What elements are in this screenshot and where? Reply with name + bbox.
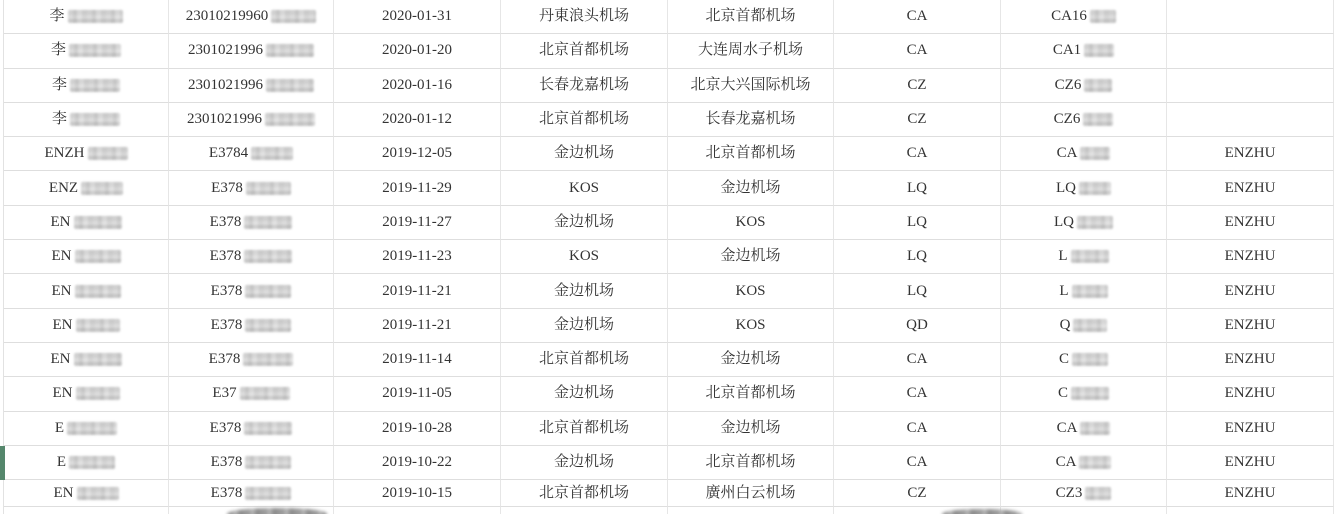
cell-text: ENZHU [1224, 316, 1276, 333]
cell-text: 李 [51, 76, 67, 93]
redacted-blur [244, 250, 292, 263]
cell-flight-date[interactable] [334, 377, 501, 411]
cell-text: 李 [50, 42, 66, 59]
cell-text: 北京首都机场 [705, 454, 796, 470]
redacted-blur [68, 10, 123, 23]
cell-text: 2020-01-31 [382, 8, 452, 25]
cell-text: 2020-01-16 [382, 76, 452, 93]
redacted-blur [88, 147, 128, 160]
cell-text: KOS [735, 282, 766, 299]
cell-passenger-name[interactable] [4, 34, 169, 68]
cell-flight-date[interactable] [334, 69, 501, 103]
cell-text: 北京大兴国际机场 [690, 76, 811, 93]
cell-text: CA [906, 145, 928, 162]
cell-text: CA16 [1051, 8, 1087, 25]
cell-passenger-tag[interactable] [1167, 69, 1334, 103]
cell-passenger-name[interactable] [4, 171, 169, 205]
cell-text: 北京首都机场 [705, 145, 796, 162]
cell-id-number[interactable] [169, 480, 334, 507]
cell-text: ENZHU [1224, 484, 1276, 501]
cell-airline-code[interactable] [834, 480, 1001, 507]
cell-text: 金边机场 [553, 316, 614, 333]
cell-id-number[interactable] [169, 103, 334, 137]
redacted-blur [1071, 250, 1109, 263]
cell-flight-number[interactable] [1001, 343, 1167, 377]
cell-flight-date[interactable] [334, 446, 501, 480]
cell-arrival-airport[interactable] [668, 0, 834, 34]
cell-text: E378 [209, 213, 242, 230]
cell-id-number[interactable] [169, 171, 334, 205]
cell-text: ENZHU [1224, 385, 1276, 402]
cell-text: 2301021996 [187, 111, 262, 128]
cell-arrival-airport[interactable] [668, 412, 834, 446]
cell-flight-date[interactable] [334, 240, 501, 274]
cell-arrival-airport[interactable] [668, 103, 834, 137]
cell-arrival-airport[interactable] [668, 446, 834, 480]
cell-flight-date[interactable] [334, 309, 501, 343]
cell-arrival-airport[interactable] [668, 343, 834, 377]
cell-passenger-tag[interactable] [1167, 377, 1334, 411]
redacted-blur [227, 508, 327, 514]
cell-text: QD [906, 316, 928, 333]
cell-airline-code[interactable] [834, 171, 1001, 205]
cell-departure-airport[interactable] [501, 34, 668, 68]
cell-text: 北京首都机场 [538, 111, 629, 128]
cell-text: Q [1059, 316, 1071, 333]
redacted-blur [266, 79, 314, 92]
cell-text: ENZHU [1224, 213, 1276, 230]
cell-airline-code[interactable] [834, 137, 1001, 171]
cell-departure-airport[interactable] [501, 274, 668, 308]
cell-text: CA [906, 454, 928, 470]
redacted-blur [75, 285, 121, 298]
cell-text: 大连周水子机场 [697, 42, 803, 59]
redacted-blur [77, 487, 119, 500]
cell-id-number[interactable] [169, 274, 334, 308]
cell-passenger-tag[interactable] [1167, 446, 1334, 480]
cell-text: E378 [210, 484, 243, 501]
redacted-blur [1073, 319, 1107, 332]
redacted-blur [245, 285, 291, 298]
cell-flight-date[interactable] [334, 103, 501, 137]
cell-text: 北京首都机场 [538, 484, 629, 501]
cell-text: 23010219960 [185, 8, 269, 25]
redacted-blur [70, 113, 120, 126]
cell-passenger-tag[interactable] [1167, 103, 1334, 137]
cell-id-number[interactable] [169, 240, 334, 274]
cell-text: 丹東浪头机场 [538, 8, 629, 25]
cell-text: 北京首都机场 [705, 8, 796, 25]
cell-text: CA [906, 351, 928, 368]
cell-text: 2019-11-29 [382, 179, 452, 196]
cell-passenger-tag[interactable] [1167, 206, 1334, 240]
cell-passenger-name[interactable] [4, 343, 169, 377]
cell-departure-airport[interactable] [501, 137, 668, 171]
cell-passenger-name[interactable] [4, 377, 169, 411]
cell-text: 北京首都机场 [538, 351, 629, 368]
cell-text: E378 [209, 248, 242, 265]
cell-flight-number[interactable] [1001, 274, 1167, 308]
cell-text: E378 [209, 419, 242, 436]
cell-id-number[interactable] [169, 377, 334, 411]
cell-text: E [54, 419, 65, 436]
cell-airline-code[interactable] [834, 240, 1001, 274]
cell-flight-date[interactable] [334, 34, 501, 68]
cell-passenger-tag[interactable] [1167, 343, 1334, 377]
cell-arrival-airport[interactable] [668, 309, 834, 343]
cell-departure-airport[interactable] [501, 206, 668, 240]
partial-next-row-cell[interactable] [668, 507, 834, 514]
partial-next-row-cell[interactable] [334, 507, 501, 514]
cell-passenger-tag[interactable] [1167, 240, 1334, 274]
cell-flight-number[interactable] [1001, 34, 1167, 68]
cell-departure-airport[interactable] [501, 446, 668, 480]
redacted-blur [251, 147, 293, 160]
cell-text: 2301021996 [188, 42, 263, 59]
cell-passenger-tag[interactable] [1167, 412, 1334, 446]
redacted-blur [266, 44, 314, 57]
cell-text: 长春龙嘉机场 [538, 76, 629, 93]
cell-flight-date[interactable] [334, 0, 501, 34]
cell-text: CA [906, 42, 928, 59]
cell-text: E [56, 454, 67, 470]
cell-text: ENZHU [1224, 282, 1276, 299]
redacted-blur [75, 250, 121, 263]
cell-flight-date[interactable] [334, 343, 501, 377]
partial-next-row-cell[interactable] [1001, 507, 1167, 514]
cell-flight-number[interactable] [1001, 446, 1167, 480]
cell-text: 2301021996 [188, 76, 263, 93]
cell-text: 李 [51, 111, 67, 128]
redacted-blur [271, 10, 316, 23]
cell-text: E378 [210, 316, 243, 333]
redacted-blur [1085, 487, 1111, 500]
cell-text: E37 [212, 385, 237, 402]
cell-id-number[interactable] [169, 69, 334, 103]
cell-text: CZ6 [1054, 76, 1082, 93]
cell-departure-airport[interactable] [501, 343, 668, 377]
cell-text: CZ [907, 111, 927, 128]
cell-text: LQ [1054, 213, 1074, 230]
redacted-blur [245, 319, 291, 332]
cell-passenger-tag[interactable] [1167, 137, 1334, 171]
cell-airline-code[interactable] [834, 206, 1001, 240]
cell-text: 2019-11-23 [382, 248, 452, 265]
cell-departure-airport[interactable] [501, 240, 668, 274]
cell-text: L [1058, 248, 1068, 265]
cell-arrival-airport[interactable] [668, 206, 834, 240]
cell-flight-number[interactable] [1001, 480, 1167, 507]
cell-departure-airport[interactable] [501, 480, 668, 507]
cell-text: ENZ [48, 179, 79, 196]
cell-id-number[interactable] [169, 343, 334, 377]
cell-text: CA [906, 8, 928, 25]
redacted-blur [1084, 79, 1112, 92]
redacted-blur [1072, 353, 1108, 366]
cell-text: 2019-11-05 [382, 385, 452, 402]
cell-arrival-airport[interactable] [668, 69, 834, 103]
cell-arrival-airport[interactable] [668, 171, 834, 205]
cell-id-number[interactable] [169, 34, 334, 68]
cell-airline-code[interactable] [834, 0, 1001, 34]
cell-text: LQ [907, 248, 927, 265]
cell-text: 北京首都机场 [538, 419, 629, 436]
cell-text: ENZHU [1224, 351, 1276, 368]
cell-text: 廣州白云机场 [705, 484, 796, 501]
cell-text: 金边机场 [720, 351, 781, 368]
flight-table-body [3, 0, 1333, 514]
cell-text: 2019-10-28 [382, 419, 452, 436]
cell-text: 金边机场 [553, 454, 614, 470]
cell-text: L [1059, 282, 1069, 299]
cell-airline-code[interactable] [834, 446, 1001, 480]
redacted-blur [1077, 216, 1113, 229]
cell-arrival-airport[interactable] [668, 480, 834, 507]
cell-text: 2019-11-14 [382, 351, 452, 368]
cell-passenger-name[interactable] [4, 69, 169, 103]
cell-id-number[interactable] [169, 412, 334, 446]
cell-text: 北京首都机场 [538, 42, 629, 59]
cell-passenger-tag[interactable] [1167, 274, 1334, 308]
cell-text: ENZHU [1224, 248, 1276, 265]
cell-text: 金边机场 [553, 385, 614, 402]
cell-airline-code[interactable] [834, 377, 1001, 411]
cell-text: ENZHU [1224, 454, 1276, 470]
cell-text: E378 [210, 454, 243, 470]
cell-text: 2019-12-05 [382, 145, 452, 162]
cell-text: 北京首都机场 [705, 385, 796, 402]
cell-text: LQ [907, 179, 927, 196]
cell-text: 2019-11-21 [382, 282, 452, 299]
cell-airline-code[interactable] [834, 69, 1001, 103]
cell-text: CA1 [1052, 42, 1082, 59]
cell-passenger-tag[interactable] [1167, 309, 1334, 343]
cell-flight-number[interactable] [1001, 309, 1167, 343]
cell-text: 2019-11-21 [382, 316, 452, 333]
cell-passenger-name[interactable] [4, 240, 169, 274]
cell-text: 金边机场 [553, 145, 614, 162]
cell-text: ENZHU [1224, 145, 1276, 162]
cell-passenger-name[interactable] [4, 206, 169, 240]
cell-text: KOS [735, 213, 766, 230]
cell-text: CA [1055, 454, 1077, 470]
redacted-blur [76, 319, 120, 332]
cell-departure-airport[interactable] [501, 171, 668, 205]
redacted-blur [240, 387, 290, 400]
cell-arrival-airport[interactable] [668, 377, 834, 411]
redacted-blur [81, 182, 123, 195]
cell-text: 金边机场 [720, 248, 781, 265]
redacted-blur [74, 353, 122, 366]
cell-text: ENZHU [1224, 419, 1276, 436]
cell-text: CZ6 [1053, 111, 1081, 128]
cell-flight-number[interactable] [1001, 240, 1167, 274]
redacted-blur [246, 182, 291, 195]
cell-flight-number[interactable] [1001, 377, 1167, 411]
cell-text: KOS [568, 248, 599, 265]
redacted-blur [1071, 387, 1109, 400]
redacted-blur [245, 487, 291, 500]
partial-next-row-cell[interactable] [4, 507, 169, 514]
cell-flight-date[interactable] [334, 206, 501, 240]
cell-departure-airport[interactable] [501, 0, 668, 34]
cell-passenger-name[interactable] [4, 137, 169, 171]
redacted-blur [1090, 10, 1116, 23]
partial-next-row-cell[interactable] [1167, 507, 1334, 514]
cell-text: CZ [907, 76, 927, 93]
cell-text: KOS [735, 316, 766, 333]
cell-passenger-name[interactable] [4, 412, 169, 446]
cell-passenger-tag[interactable] [1167, 34, 1334, 68]
cell-text: 2020-01-12 [382, 111, 452, 128]
cell-text: E378 [210, 282, 243, 299]
cell-flight-date[interactable] [334, 137, 501, 171]
cell-text: E378 [211, 179, 243, 196]
cell-text: 2020-01-20 [382, 42, 452, 59]
cell-text: C [1057, 385, 1068, 402]
cell-passenger-name[interactable] [4, 309, 169, 343]
redacted-blur [69, 456, 115, 469]
cell-arrival-airport[interactable] [668, 240, 834, 274]
cell-text: C [1058, 351, 1069, 368]
cell-airline-code[interactable] [834, 274, 1001, 308]
redacted-blur [245, 456, 291, 469]
cell-id-number[interactable] [169, 137, 334, 171]
redacted-blur [67, 422, 117, 435]
cell-arrival-airport[interactable] [668, 137, 834, 171]
cell-text: LQ [907, 213, 927, 230]
cell-flight-date[interactable] [334, 171, 501, 205]
cell-flight-number[interactable] [1001, 103, 1167, 137]
redacted-blur [244, 216, 292, 229]
redacted-blur [265, 113, 315, 126]
cell-passenger-name[interactable] [4, 103, 169, 137]
cell-airline-code[interactable] [834, 309, 1001, 343]
cell-passenger-tag[interactable] [1167, 171, 1334, 205]
cell-text: EN [51, 282, 72, 299]
cell-departure-airport[interactable] [501, 69, 668, 103]
redacted-blur [1080, 147, 1110, 160]
cell-flight-date[interactable] [334, 274, 501, 308]
cell-text: 金边机场 [553, 213, 614, 230]
redacted-blur [70, 79, 120, 92]
cell-airline-code[interactable] [834, 34, 1001, 68]
cell-text: CA [1056, 419, 1078, 436]
cell-text: EN [50, 213, 71, 230]
cell-text: 2019-10-22 [382, 454, 452, 470]
cell-text: LQ [907, 282, 927, 299]
cell-text: ENZHU [1224, 179, 1276, 196]
cell-departure-airport[interactable] [501, 377, 668, 411]
cell-text: 2019-11-27 [382, 213, 452, 230]
cell-text: ENZH [44, 145, 85, 162]
cell-flight-number[interactable] [1001, 0, 1167, 34]
cell-passenger-name[interactable] [4, 274, 169, 308]
cell-text: 金边机场 [720, 419, 781, 436]
cell-passenger-tag[interactable] [1167, 480, 1334, 507]
cell-departure-airport[interactable] [501, 103, 668, 137]
redacted-blur [1083, 113, 1113, 126]
cell-id-number[interactable] [169, 309, 334, 343]
cell-text: EN [52, 385, 73, 402]
cell-text: EN [52, 316, 73, 333]
cell-id-number[interactable] [169, 0, 334, 34]
cell-departure-airport[interactable] [501, 412, 668, 446]
cell-text: EN [51, 248, 72, 265]
cell-text: KOS [568, 179, 599, 196]
redacted-blur [1084, 44, 1114, 57]
cell-passenger-tag[interactable] [1167, 0, 1334, 34]
cell-flight-number[interactable] [1001, 171, 1167, 205]
cell-text: 金边机场 [553, 282, 614, 299]
cell-airline-code[interactable] [834, 103, 1001, 137]
cell-airline-code[interactable] [834, 343, 1001, 377]
cell-id-number[interactable] [169, 446, 334, 480]
partial-next-row-cell[interactable] [501, 507, 668, 514]
cell-departure-airport[interactable] [501, 309, 668, 343]
cell-id-number[interactable] [169, 206, 334, 240]
cell-airline-code[interactable] [834, 412, 1001, 446]
cell-text: EN [53, 484, 74, 501]
cell-text: 长春龙嘉机场 [705, 111, 796, 128]
cell-flight-number[interactable] [1001, 412, 1167, 446]
cell-text: CA [906, 419, 928, 436]
cell-text: CZ [907, 484, 927, 501]
cell-text: EN [50, 351, 71, 368]
redacted-blur [74, 216, 122, 229]
redacted-blur [69, 44, 121, 57]
row-selection-strip [0, 446, 5, 480]
redacted-blur [1079, 456, 1111, 469]
cell-text: E378 [208, 351, 241, 368]
cell-text: CA [1056, 145, 1078, 162]
cell-arrival-airport[interactable] [668, 34, 834, 68]
cell-flight-date[interactable] [334, 412, 501, 446]
cell-text: CZ3 [1055, 484, 1083, 501]
cell-flight-number[interactable] [1001, 206, 1167, 240]
cell-text: 金边机场 [720, 179, 781, 196]
redacted-blur [243, 353, 293, 366]
cell-arrival-airport[interactable] [668, 274, 834, 308]
cell-passenger-name[interactable] [4, 480, 169, 507]
cell-flight-number[interactable] [1001, 69, 1167, 103]
cell-flight-number[interactable] [1001, 137, 1167, 171]
redacted-blur [244, 422, 292, 435]
redacted-blur [76, 387, 120, 400]
redacted-blur [942, 509, 1022, 514]
cell-text: CA [906, 385, 928, 402]
cell-text: 李 [49, 8, 65, 25]
cell-passenger-name[interactable] [4, 446, 169, 480]
cell-passenger-name[interactable] [4, 0, 169, 34]
cell-text: 2019-10-15 [382, 484, 452, 501]
cell-flight-date[interactable] [334, 480, 501, 507]
redacted-blur [1079, 182, 1111, 195]
redacted-blur [1080, 422, 1110, 435]
redacted-blur [1072, 285, 1108, 298]
cell-text: E3784 [208, 145, 249, 162]
cell-text: LQ [1056, 179, 1076, 196]
